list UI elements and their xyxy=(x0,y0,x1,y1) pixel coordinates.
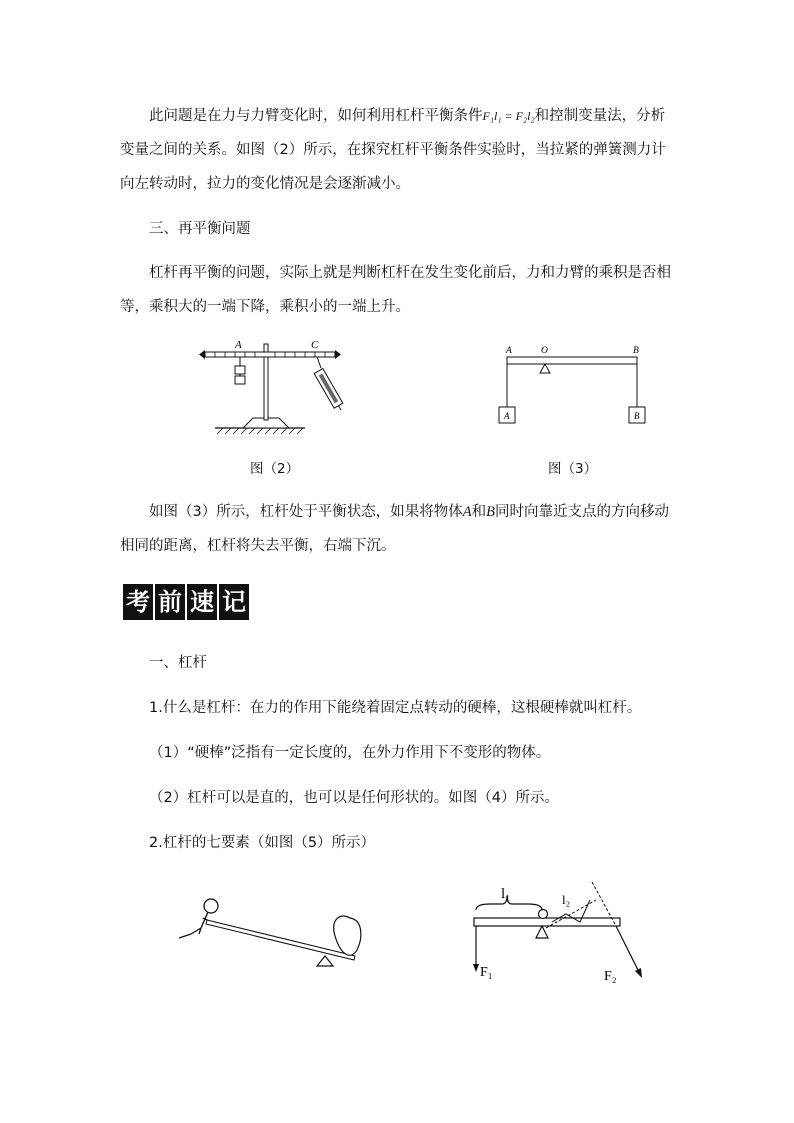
fig3-paragraph-part2: 和 xyxy=(471,504,487,520)
lever-heading-text: 一、杠杆 xyxy=(149,655,207,671)
lever-item-2-text: 2.杠杆的七要素（如图（5）所示） xyxy=(149,835,376,851)
fig5-l2-label: l₂ xyxy=(562,892,571,907)
figure-4-seesaw-rock xyxy=(175,890,370,975)
intro-text-part2: 和控制变量法，分析变量之间的关系。如图（2）所示，在探究杠杆平衡条件实验时，当拉紧的弹簧测力计向左转动时，拉力的变化情况是会逐渐减小。 xyxy=(120,108,666,192)
lever-item-2 xyxy=(120,826,676,860)
intro-text-part1: 此问题是在力与力臂变化时，如何利用杠杆平衡条件 xyxy=(149,108,483,124)
lever-item-1-sub2 xyxy=(120,781,676,815)
lever-item-1 xyxy=(120,691,676,725)
banner-char-4: 记 xyxy=(219,584,249,620)
lever-item-1-sub2-text: （2）杠杆可以是直的，也可以是任何形状的。如图（4）所示。 xyxy=(149,790,559,806)
section3-heading-text: 三、再平衡问题 xyxy=(149,221,251,237)
banner-char-1: 考 xyxy=(123,584,153,620)
object-b: B xyxy=(486,504,495,520)
section3-paragraph-text: 杠杆再平衡的问题，实际上就是判断杠杆在发生变化前后，力和力臂的乘积是否相等，乘积大的一端下降，乘积小的一端上升。 xyxy=(120,265,671,315)
fig2-label-a: A xyxy=(235,339,242,351)
fig3-paragraph xyxy=(120,495,676,563)
section3-heading xyxy=(120,212,676,246)
fig5-l1-label: l₁ xyxy=(501,886,511,902)
fig3-box-a: A xyxy=(504,411,510,421)
review-banner xyxy=(123,584,249,620)
banner-char-2: 前 xyxy=(155,584,185,620)
fig3-label-b: B xyxy=(633,346,639,356)
figure-3-balanced-lever xyxy=(495,343,655,428)
figure-5-lever-elements xyxy=(466,870,656,990)
lever-item-1-sub1-text: （1）“硬棒”泛指有一定长度的，在外力作用下不变形的物体。 xyxy=(149,745,551,761)
lever-item-1-text: 1.什么是杠杆：在力的作用下能绕着固定点转动的硬棒，这根硬棒就叫杠杆。 xyxy=(149,700,642,716)
lever-heading xyxy=(120,646,676,680)
fig2-caption: 图（2） xyxy=(250,461,300,477)
object-a: A xyxy=(462,504,472,520)
figure-2-lever-experiment xyxy=(195,336,360,436)
intro-paragraph xyxy=(120,99,676,201)
fig2-label-c: C xyxy=(311,339,319,351)
banner-char-3: 速 xyxy=(187,584,217,620)
fig3-box-b: B xyxy=(634,411,640,421)
balance-formula: F₁l₁ = F₂l₂ xyxy=(482,109,535,123)
section3-paragraph xyxy=(120,256,676,324)
fig5-f1-label: F₁ xyxy=(480,965,493,980)
fig3-paragraph-part3: 同时向靠近支点的方向移动相同的距离，杠杆将失去平衡，右端下沉。 xyxy=(120,504,669,554)
fig3-caption: 图（3） xyxy=(548,461,598,477)
fig3-paragraph-part1: 如图（3）所示，杠杆处于平衡状态，如果将物体 xyxy=(149,504,463,520)
fig3-label-a: A xyxy=(506,346,512,356)
lever-item-1-sub1 xyxy=(120,736,676,770)
fig3-label-o: O xyxy=(541,346,548,356)
fig5-f2-label: F₂ xyxy=(604,969,617,984)
